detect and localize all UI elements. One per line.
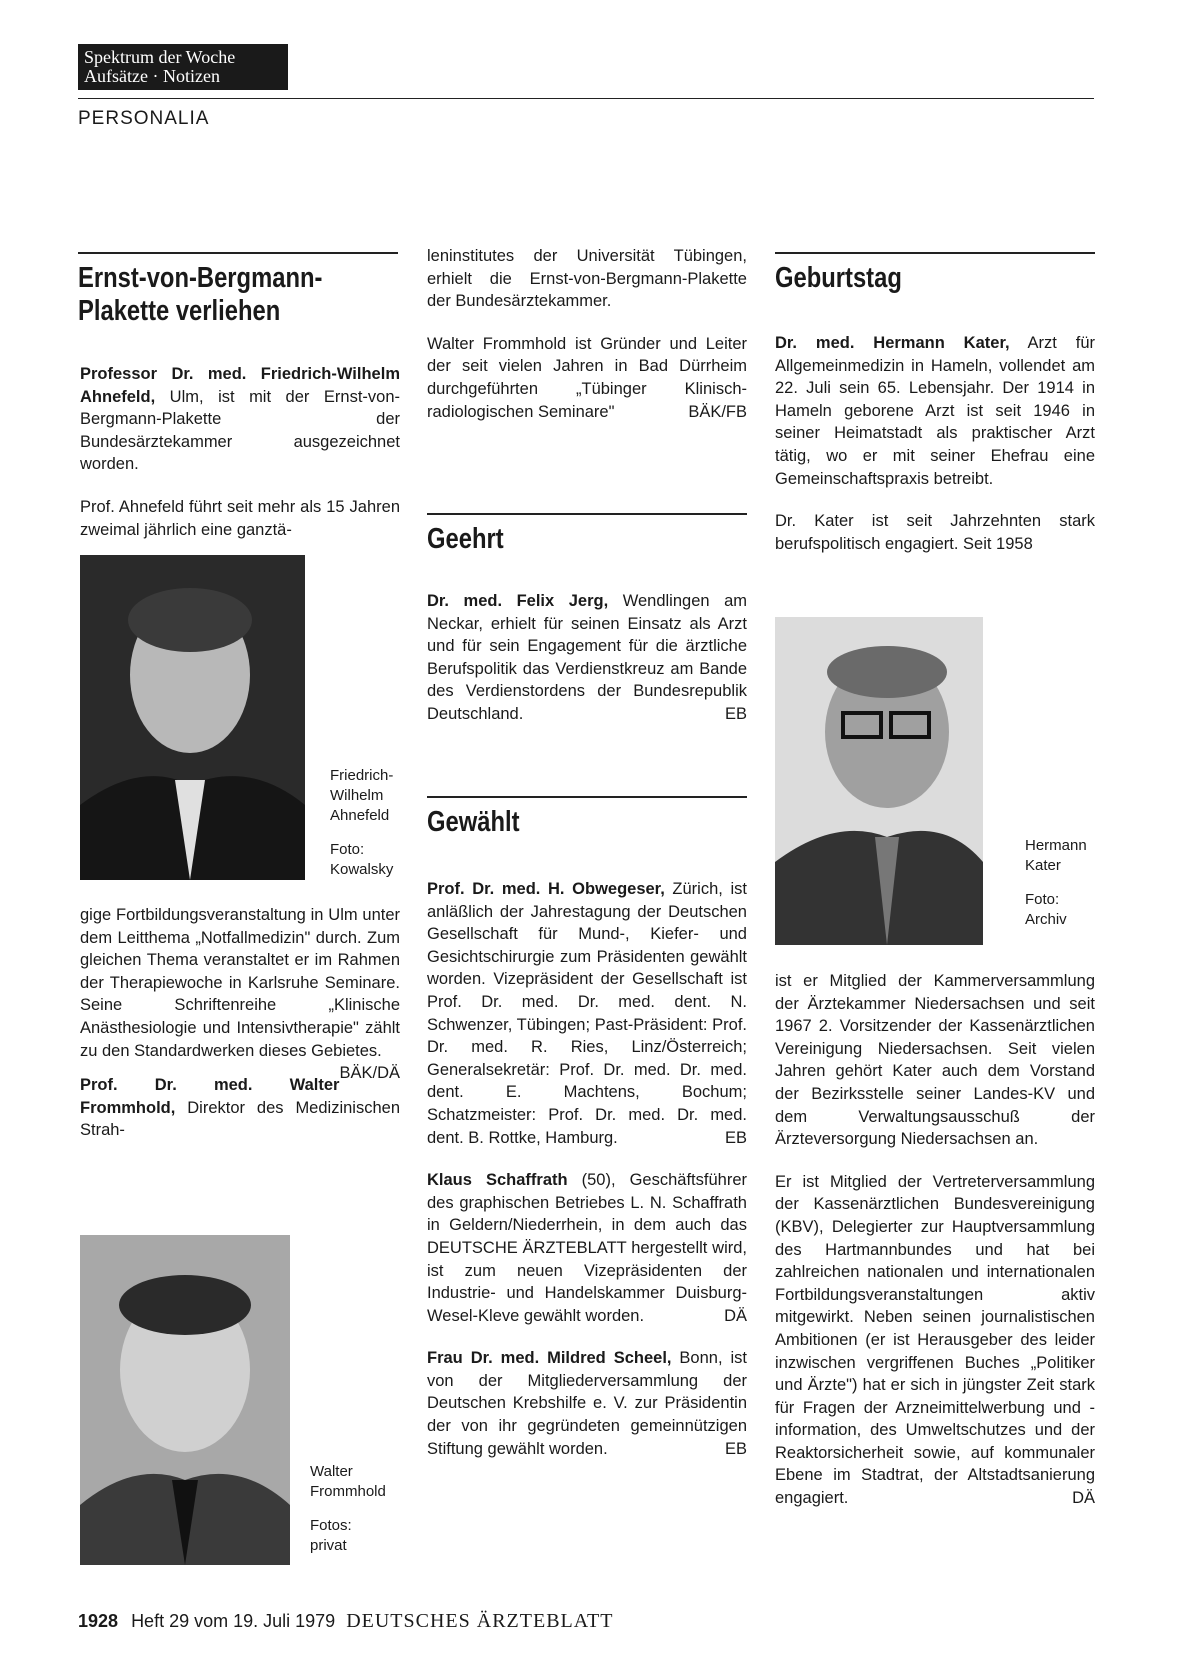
caption-kater: Hermann Kater Foto: Archiv [1025, 837, 1087, 928]
photo-kater [775, 617, 983, 945]
header-rule [78, 98, 1094, 99]
paragraph-text: ist er Mitglied der Kammerversammlung der Ärztekammer Niedersachsen und seit 1967 2. Vorsitzender der Kassenärztlichen Vereinigung Niedersachsen. Seit vielen Jahren gehört Kater auch dem Vorstand der Bezirksstelle seiner Landes-KV und dem Verwaltungsausschuß der Ärzteversorgung Niedersachsen an. [775, 972, 1095, 1149]
person-name: Prof. Dr. med. Walter Frommhold, [80, 1076, 340, 1117]
badge-line-2: Aufsätze · Notizen [84, 66, 220, 86]
person-name: Klaus Schaffrath [427, 1171, 568, 1190]
articles-gewaehlt [427, 878, 747, 1480]
paragraph-text: Er ist Mitglied der Vertreterversammlung der Kassenärztlichen Bundesvereinigung (KBV), Delegierter zur Hauptversammlung des Hartmannbundes und hat bei zahlreichen nationalen und internationalen Fortbildungsveranstaltungen aktiv mitgewirkt. Neben seinen journalistischen Ambitionen (er ist Herausgeber des leider inzwischen vergriffenen Buches „Politiker und Ärzte") hat er sich in jüngster Zeit stark für Fragen der Arzneimittelwerbung und -information, des Umweltschutzes und der Reaktorsicherheit sowie, auf kommunaler Ebene im Stadtrat, der Altstadtsanierung engagiert. [775, 1172, 1095, 1508]
source-tag: BÄK/DÄ [339, 1064, 400, 1083]
source-tag: DÄ [724, 1306, 747, 1325]
source-tag: EB [724, 1439, 747, 1458]
paragraph-text: (50), Geschäftsführer des graphischen Betriebes L. N. Schaffrath in Geldern/Niederrhein, in dem auch das DEUTSCHE ÄRZTEBLATT hergestellt wird, ist zum neuen Vizepräsidenten der Industrie- und Handelskammer Duisburg-Wesel-Kleve gewählt worden. [427, 1171, 747, 1325]
paragraph-text: Wendlingen am Neckar, erhielt für seinen Einsatz als Arzt und für sein Engagement für die ärztliche Berufspolitik das Verdienstkreuz am Bande des Verdienstordens der Bundesrepublik Deutschland. [427, 592, 748, 723]
person-name: Professor Dr. med. Friedrich-Wilhelm Ahnefeld, [80, 365, 400, 406]
column-2-rule-gewaehlt [427, 796, 747, 798]
journal-name: DEUTSCHES ÄRZTEBLATT [346, 1610, 614, 1632]
source-tag: BÄK/FB [688, 402, 747, 421]
paragraph-text: Bonn, ist von der Mitgliederversammlung der Deutschen Krebshilfe e. V. zur Präsidentin der von ihr gegründeten gemeinnützigen Stiftung gewählt worden. [427, 1349, 747, 1458]
paragraph-text: Ulm, ist mit der Ernst-von-Bergmann-Plakette der Bundesärztekammer ausgezeichnet worden. [80, 387, 400, 474]
paragraph-text: Dr. Kater ist seit Jahrzehnten stark berufspolitisch engagiert. Seit 1958 [775, 512, 1095, 553]
heading-line-2: Plakette verliehen [78, 295, 281, 327]
paragraph-text: Arzt für Allgemeinmedizin in Hameln, vollendet am 22. Juli sein 65. Lebensjahr. Der 1914 in Hameln geborene Arzt ist seit 1946 in seiner Heimatstadt als praktischer Arzt tätig, wo er mit seiner Ehefrau eine Gemeinschaftspraxis betreibt. [775, 334, 1095, 488]
column-2-rule-geehrt [427, 513, 747, 515]
person-name: Prof. Dr. med. H. Obwegeser, [427, 880, 665, 898]
portrait-image [80, 1235, 290, 1565]
source-tag: EB [724, 1128, 747, 1147]
person-name: Dr. med. Felix Jerg, [427, 592, 609, 610]
column-1-rule [78, 252, 398, 254]
issue-info: Heft 29 vom 19. Juli 1979 [131, 1611, 336, 1631]
heading-bergmann [78, 262, 322, 328]
article-jerg [427, 590, 747, 746]
section-badge [78, 44, 288, 90]
heading-line-1: Ernst-von-Bergmann- [78, 262, 323, 294]
person-name: Frau Dr. med. Mildred Scheel, [427, 1349, 672, 1368]
heading-gewaehlt: Gewählt [427, 806, 520, 838]
article-ahnefeld-intro [80, 363, 400, 561]
source-tag: EB [724, 704, 747, 723]
photo-frommhold [80, 1235, 290, 1565]
article-kater-intro [775, 332, 1095, 575]
paragraph-text: leninstitutes der Universität Tübingen, erhielt die Ernst-von-Bergmann-Plakette der Bundesärztekammer. [427, 247, 747, 311]
heading-geehrt: Geehrt [427, 523, 504, 555]
caption-ahnefeld: Friedrich- Wilhelm Ahnefeld Foto: Kowalsky [330, 767, 394, 878]
article-ahnefeld-body [80, 904, 400, 1162]
person-name: Dr. med. Hermann Kater, [775, 334, 1010, 352]
source-tag: DÄ [1072, 1489, 1095, 1508]
badge-line-1: Spektrum der Woche [84, 47, 236, 67]
page-footer [78, 1610, 613, 1633]
section-title: PERSONALIA [78, 108, 210, 129]
portrait-image [775, 617, 983, 945]
heading-geburtstag: Geburtstag [775, 262, 902, 294]
page-number: 1928 [78, 1611, 119, 1631]
paragraph-text: gige Fortbildungsveranstaltung in Ulm unter dem Leitthema „Notfallmedizin" durch. Zum gleichen Thema veranstaltet er im Rahmen der Therapiewoche in Karlsruhe Seminare. Seine Schriftenreihe „Klinische Anästhesiologie und Intensivtherapie" zählt zu den Standardwerken dieses Gebietes. [80, 906, 400, 1060]
caption-frommhold: Walter Frommhold Fotos: privat [310, 1463, 386, 1554]
article-frommhold-cont [427, 245, 747, 443]
article-kater-body [775, 970, 1095, 1530]
column-3-rule [775, 252, 1095, 254]
paragraph-text: Zürich, ist anläßlich der Jahrestagung der Deutschen Gesellschaft für Mund-, Kiefer- und Gesichtschirurgie zum Präsidenten gewählt worden. Vizepräsident der Gesellschaft ist Prof. Dr. med. Dr. med. dent. N. Schwenzer, Tübingen; Past-Präsident: Prof. Dr. med. R. Ries, Linz/Österreich; Generalsekretär: Prof. Dr. med. Dr. med. dent. E. Machtens, Bochum; Schatzmeister: Prof. Dr. med. Dr. med. dent. B. Rottke, Hamburg. [427, 880, 747, 1147]
photo-ahnefeld [80, 555, 305, 880]
paragraph-text: Direktor des Medizinischen Strah- [80, 1098, 400, 1140]
portrait-image [80, 555, 305, 880]
paragraph-text: Walter Frommhold ist Gründer und Leiter der seit vielen Jahren in Bad Dürrheim durchgeführten „Tübinger Klinisch-radiologischen Seminare" [427, 334, 747, 421]
paragraph-text: Prof. Ahnefeld führt seit mehr als 15 Jahren zweimal jährlich eine ganztä- [80, 497, 400, 539]
